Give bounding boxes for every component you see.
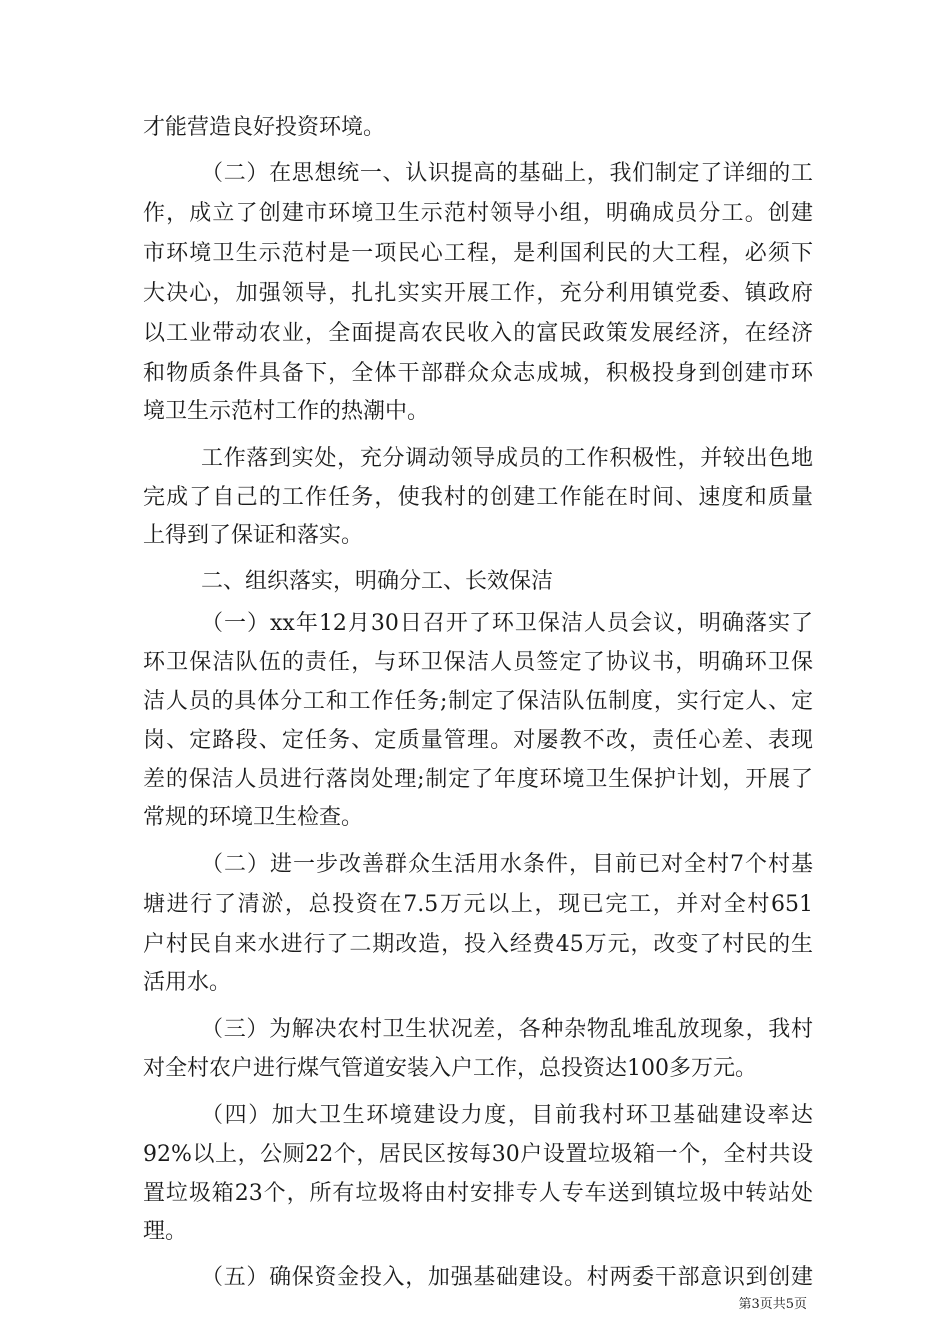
body-text-line: （三）为解决农村卫生状况差，各种杂物乱堆乱放现象，我村 — [201, 1017, 813, 1042]
body-text-line: 户村民自来水进行了二期改造，投入经费45万元，改变了村民的生 — [143, 932, 813, 957]
body-text-line: 常规的环境卫生检查。 — [143, 805, 364, 830]
body-text-line: （五）确保资金投入，加强基础建设。村两委干部意识到创建 — [201, 1265, 813, 1290]
body-text-line: 理。 — [143, 1219, 188, 1244]
body-text-line: （一）xx年12月30日召开了环卫保洁人员会议，明确落实了 — [201, 611, 813, 636]
body-text-line: 塘进行了清淤，总投资在7.5万元以上，现已完工，并对全村651 — [143, 892, 813, 917]
body-text-line: （二）在思想统一、认识提高的基础上，我们制定了详细的工 — [201, 161, 813, 186]
body-text-line: 岗、定路段、定任务、定质量管理。对屡教不改，责任心差、表现 — [143, 728, 813, 753]
body-text-line: 市环境卫生示范村是一项民心工程，是利国利民的大工程，必须下 — [143, 241, 813, 266]
body-text-line: 活用水。 — [143, 970, 232, 995]
body-text-line: 作，成立了创建市环境卫生示范村领导小组，明确成员分工。创建 — [143, 201, 813, 226]
section-heading: 二、组织落实，明确分工、长效保洁 — [201, 569, 554, 594]
body-text-line: 大决心，加强领导，扎扎实实开展工作，充分利用镇党委、镇政府 — [143, 281, 813, 306]
body-text-line: 置垃圾箱23个，所有垃圾将由村安排专人专车送到镇垃圾中转站处 — [143, 1181, 813, 1206]
body-text-line: 完成了自己的工作任务，使我村的创建工作能在时间、速度和质量 — [143, 485, 813, 510]
body-text-line: 上得到了保证和落实。 — [143, 523, 364, 548]
body-text-line: （四）加大卫生环境建设力度，目前我村环卫基础建设率达 — [201, 1103, 813, 1128]
body-text-line: 环卫保洁队伍的责任，与环卫保洁人员签定了协议书，明确环卫保 — [143, 650, 813, 675]
body-text-line: （二）进一步改善群众生活用水条件，目前已对全村7个村基 — [201, 852, 813, 877]
body-text-line: 对全村农户进行煤气管道安装入户工作，总投资达100多万元。 — [143, 1056, 757, 1081]
body-text-line: 才能营造良好投资环境。 — [143, 115, 386, 140]
body-text-line: 差的保洁人员进行落岗处理;制定了年度环境卫生保护计划，开展了 — [143, 767, 813, 792]
body-text-line: 工作落到实处，充分调动领导成员的工作积极性，并较出色地 — [201, 446, 813, 471]
body-text-line: 洁人员的具体分工和工作任务;制定了保洁队伍制度，实行定人、定 — [143, 689, 813, 714]
body-text-line: 以工业带动农业，全面提高农民收入的富民政策发展经济，在经济 — [143, 321, 813, 346]
page-number: 第3页共5页 — [738, 1297, 807, 1312]
body-text-line: 境卫生示范村工作的热潮中。 — [143, 399, 430, 424]
body-text-line: 和物质条件具备下，全体干部群众众志成城，积极投身到创建市环 — [143, 361, 813, 386]
body-text-line: 92%以上，公厕22个，居民区按每30户设置垃圾箱一个，全村共设 — [143, 1142, 813, 1167]
